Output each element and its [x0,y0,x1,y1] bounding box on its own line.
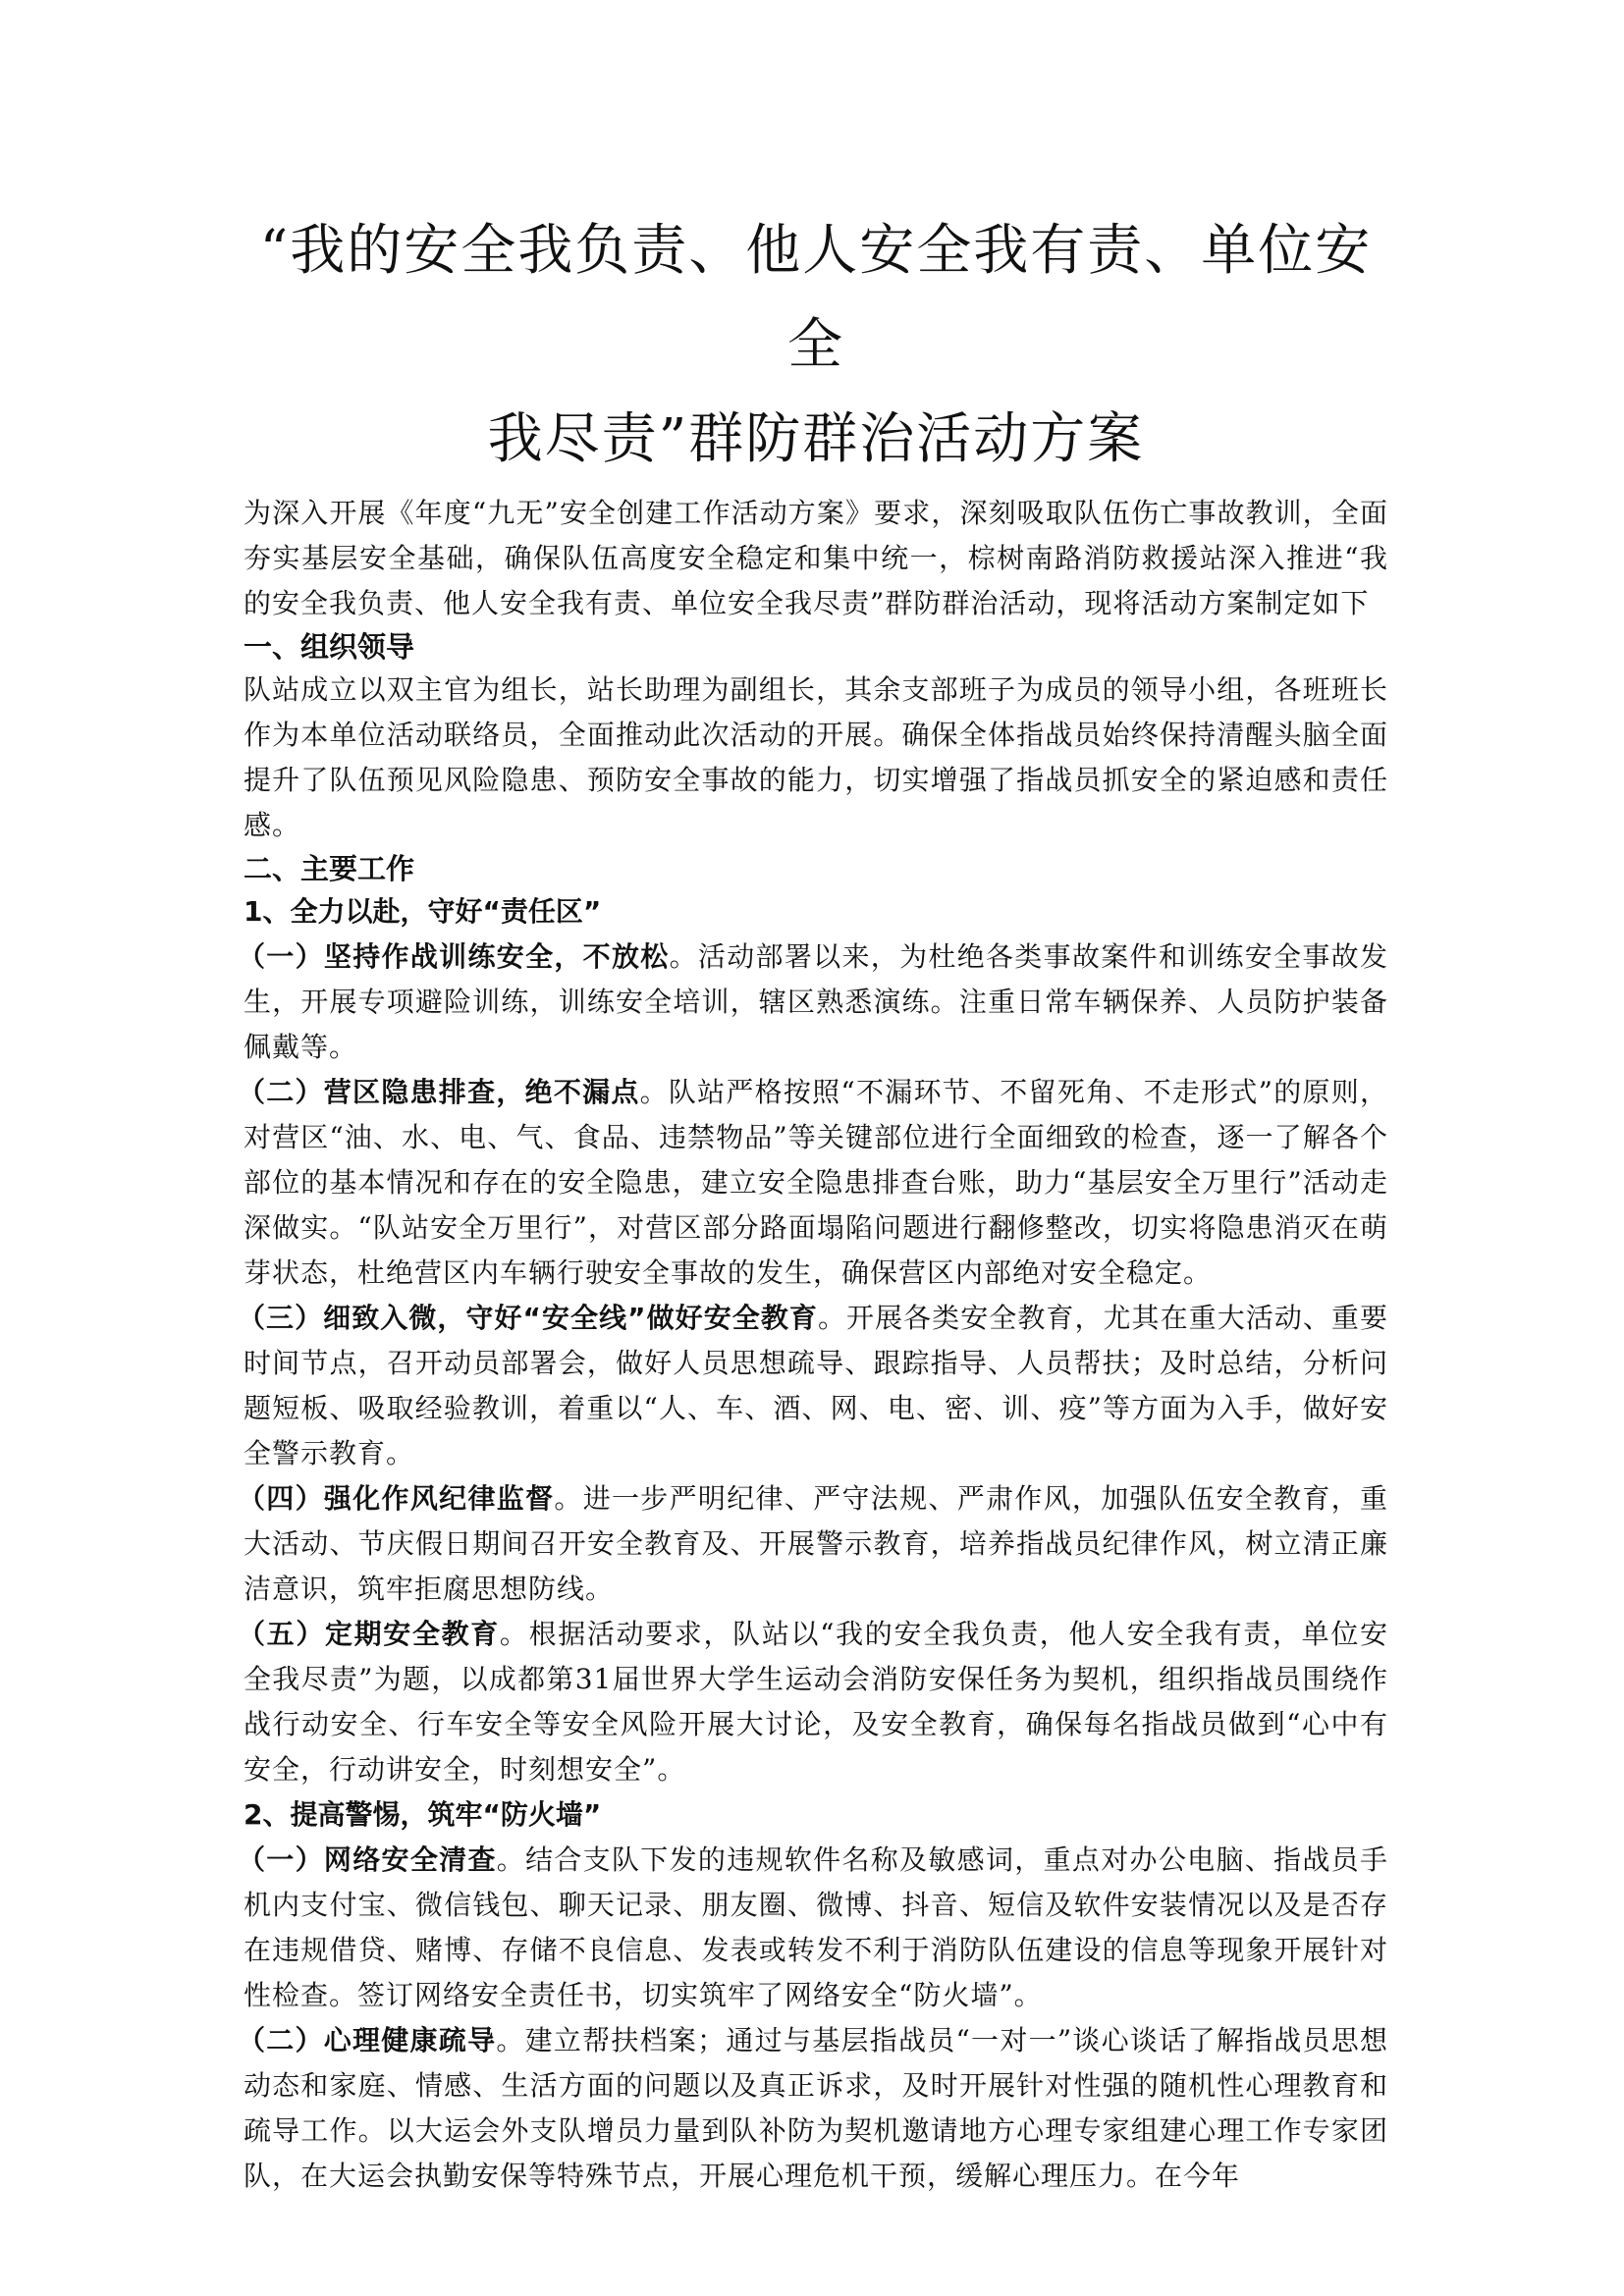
part-1-heading: 1、全力以赴，守好“责任区” [244,895,602,928]
part-2-item-2 [238,2018,1388,2199]
item-body: 。队站严格按照“不漏环节、不留死角、不走形式”的原则，对营区“油、水、电、气、食品、违禁物品”等关键部位进行全面细致的检查，逐一了解各个部位的基本情况和存在的安全隐患，建立安全隐患排查台账，助力“基层安全万里行”活动走深做实。“队站安全万里行”，对营区部分路面塌陷问题进行翻修整改，切实将隐患消灭在萌芽状态，杜绝营区内车辆行驶安全事故的发生，确保营区内部绝对安全稳定。 [244,1076,1388,1289]
part-1-item-1 [238,934,1388,1070]
item-body: 。结合支队下发的违规软件名称及敏感词，重点对办公电脑、指战员手机内支付宝、微信钱包、聊天记录、朋友圈、微博、抖音、短信及软件安装情况以及是否存在违规借贷、赌博、存储不良信息、发表或转发不利于消防队伍建设的信息等现象开展针对性检查。签订网络安全责任书，切实筑牢了网络安全“防火墙”。 [244,1843,1388,2011]
title-line-1: “我的安全我负责、他人安全我有责、单位安全 [259,219,1373,377]
item-body: 。活动部署以来，为杜绝各类事故案件和训练安全事故发生，开展专项避险训练，训练安全培训，辖区熟悉演练。注重日常车辆保养、人员防护装备佩戴等。 [244,940,1388,1063]
part-2-item-1 [238,1838,1388,2018]
item-lead: （一）坚持作战训练安全，不放松 [238,940,670,973]
item-body: 。进一步严明纪律、严守法规、严肃作风，加强队伍安全教育，重大活动、节庆假日期间召开安全教育及、开展警示教育，培养指战员纪律作风，树立清正廉洁意识，筑牢拒腐思想防线。 [244,1482,1388,1605]
title-line-2: 我尽责”群防群治活动方案 [487,407,1145,471]
part-1-item-4 [238,1476,1388,1612]
item-lead: （二）心理健康疏导 [238,2024,497,2056]
item-lead: （五）定期安全教育 [238,1618,500,1650]
part-1-item-2 [238,1070,1388,1296]
part-2-heading: 2、提高警惕，筑牢“防火墙” [244,1798,602,1831]
section-1-heading: 一、组织领导 [244,630,415,664]
part-1-item-3 [238,1296,1388,1476]
item-lead: （一）网络安全清查 [238,1843,497,1876]
item-lead: （四）强化作风纪律监督 [238,1482,555,1515]
item-lead: （三）细致入微，守好“安全线”做好安全教育 [238,1302,818,1334]
item-lead: （二）营区隐患排查，绝不漏点 [238,1076,640,1108]
item-body: 。根据活动要求，队站以“我的安全我负责，他人安全我有责，单位安全我尽责”为题，以成都第31届世界大学生运动会消防安保任务为契机，组织指战员围绕作战行动安全、行车安全等安全风险开展大讨论，及安全教育，确保每名指战员做到“心中有安全，行动讲安全，时刻想安全”。 [244,1618,1388,1786]
section-1-body: 队站成立以双主官为组长，站长助理为副组长，其余支部班子为成员的领导小组，各班班长作为本单位活动联络员，全面推动此次活动的开展。确保全体指战员始终保持清醒头脑全面提升了队伍预见风险隐患、预防安全事故的能力，切实增强了指战员抓安全的紧迫感和责任感。 [244,673,1388,841]
item-body: 。建立帮扶档案；通过与基层指战员“一对一”谈心谈话了解指战员思想动态和家庭、情感、生活方面的问题以及真正诉求，及时开展针对性强的随机性心理教育和疏导工作。以大运会外支队增员力量到队补防为契机邀请地方心理专家组建心理工作专家团队，在大运会执勤安保等特殊节点，开展心理危机干预，缓解心理压力。在今年 [244,2024,1388,2192]
section-2-heading: 二、主要工作 [244,852,415,885]
document-title [244,204,1388,487]
item-body: 。开展各类安全教育，尤其在重大活动、重要时间节点，召开动员部署会，做好人员思想疏导、跟踪指导、人员帮扶；及时总结，分析问题短板、吸取经验教训，着重以“人、车、酒、网、电、密、训、疫”等方面为入手，做好安全警示教育。 [244,1302,1388,1469]
intro-paragraph: 为深入开展《年度“九无”安全创建工作活动方案》要求，深刻吸取队伍伤亡事故教训，全面夯实基层安全基础，确保队伍高度安全稳定和集中统一，棕树南路消防救援站深入推进“我的安全我负责、他人安全我有责、单位安全我尽责”群防群治活动，现将活动方案制定如下 [244,497,1388,619]
part-1-item-5 [238,1612,1388,1792]
